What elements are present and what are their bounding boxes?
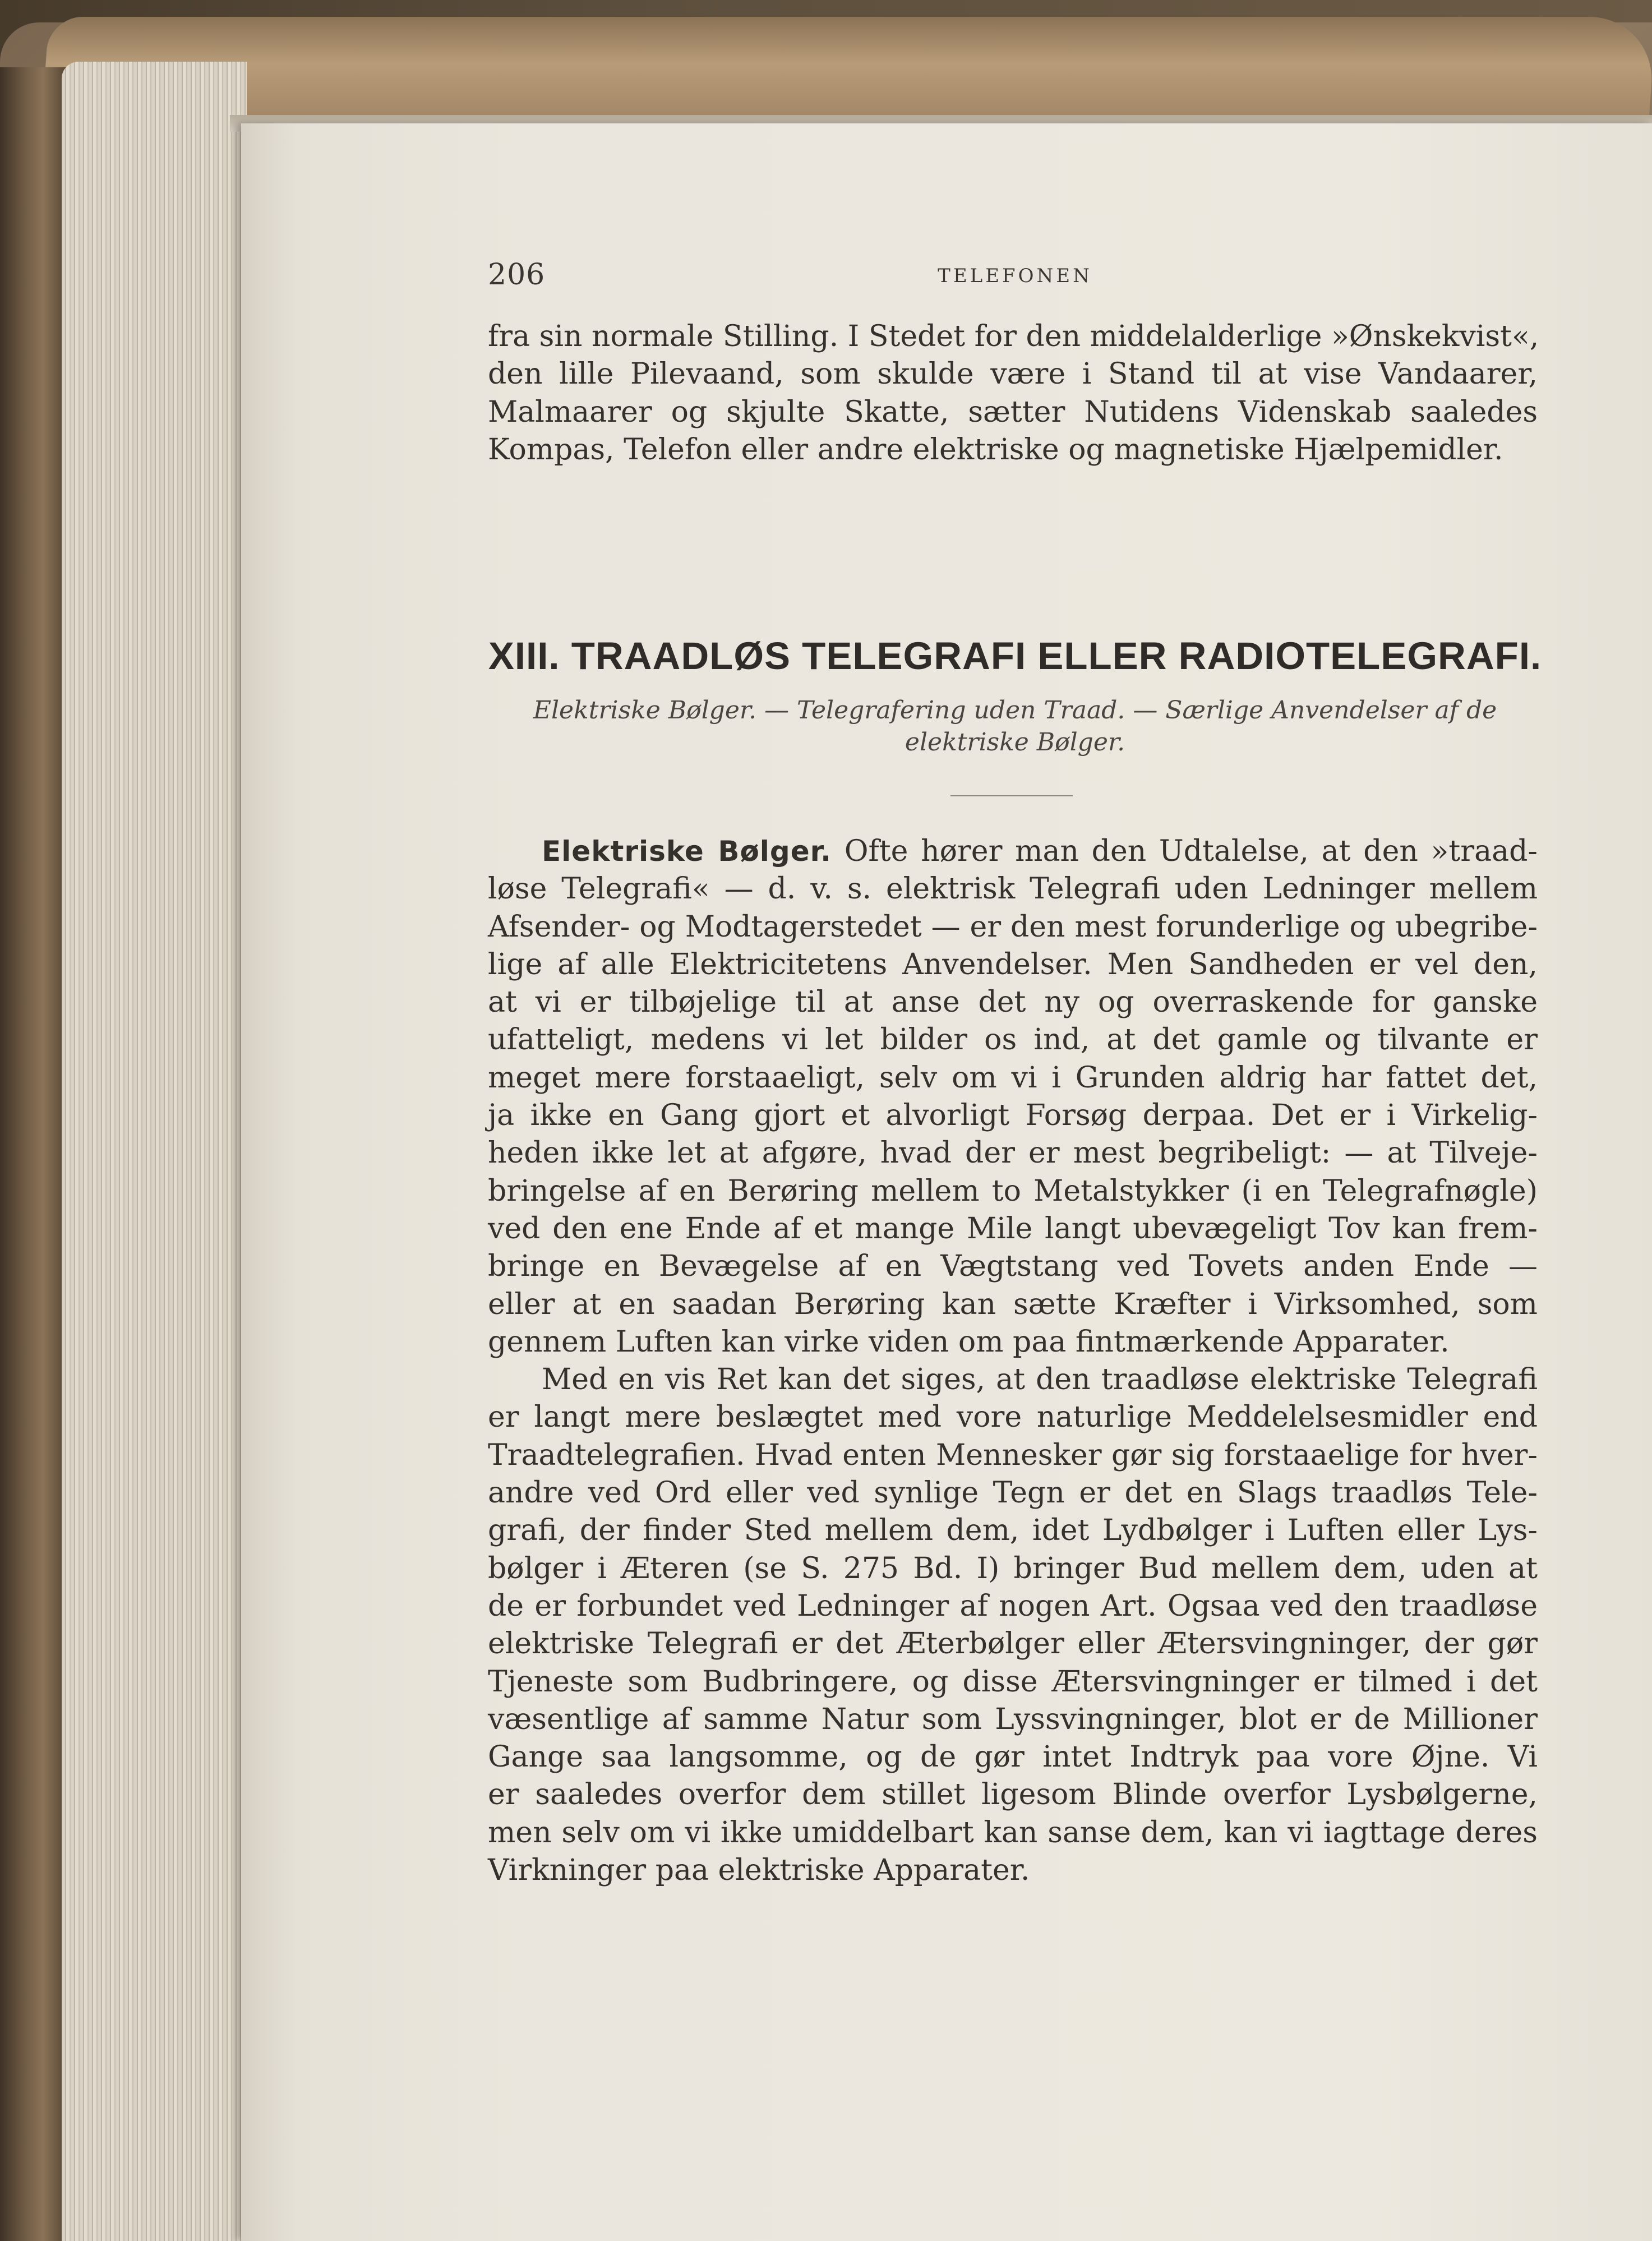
text-line: heden ikke let at afgøre, hvad der er mest begribeligt: — at Tilveje- bbox=[488, 1136, 1538, 1170]
text-line: Med en vis Ret kan det siges, at den traadløse elektriske Telegrafi bbox=[542, 1363, 1538, 1397]
chapter-title: XIII. TRAADLØS TELEGRAFI ELLER RADIOTELEGRAFI. bbox=[488, 634, 1542, 677]
text-line: bølger i Æteren (se S. 275 Bd. I) bringer Bud mellem dem, uden at bbox=[488, 1551, 1538, 1585]
section-lead-heading: Elektriske Bølger. bbox=[542, 835, 832, 868]
text-line: ved den ene Ende af et mange Mile langt ubevægeligt Tov kan frem- bbox=[488, 1211, 1538, 1246]
text-line: lige af alle Elektricitetens Anvendelser. Men Sandheden er vel den, bbox=[488, 947, 1538, 981]
text-line: Virkninger paa elektriske Apparater. bbox=[488, 1853, 1030, 1888]
text-line: fra sin normale Stilling. I Stedet for den middelalderlige »Ønskekvist«, bbox=[488, 320, 1539, 353]
text-line: er langt mere beslægtet med vore naturlige Meddelelsesmidler end bbox=[488, 1400, 1538, 1435]
text-span: Ofte hører man den Udtalelse, at den »traad- bbox=[844, 834, 1538, 868]
text-line: meget mere forstaaeligt, selv om vi i Grunden aldrig har fattet det, bbox=[488, 1060, 1538, 1095]
text-line: væsentlige af samme Natur som Lyssvingninger, blot er de Millioner bbox=[488, 1702, 1538, 1736]
text-line: eller at en saadan Berøring kan sætte Kræfter i Virksomhed, som bbox=[488, 1287, 1538, 1321]
intro-paragraph bbox=[488, 318, 1538, 469]
section-elektriske-bolger bbox=[488, 833, 1538, 1889]
text-line: grafi, der finder Sted mellem dem, idet Lydbølger i Luften eller Lys- bbox=[488, 1514, 1538, 1548]
text-line: elektriske Telegrafi er det Æterbølger eller Ætersvingninger, der gør bbox=[488, 1627, 1538, 1661]
chapter-subtitle bbox=[488, 694, 1542, 758]
text-line: er saaledes overfor dem stillet ligesom Blinde overfor Lysbølgerne, bbox=[488, 1778, 1538, 1812]
text-line: Gange saa langsomme, og de gør intet Indtryk paa vore Øjne. Vi bbox=[488, 1740, 1538, 1774]
text-line: de er forbundet ved Ledninger af nogen Art. Ogsaa ved den traadløse bbox=[488, 1589, 1538, 1623]
text-line: bringe en Bevægelse af en Vægtstang ved Tovets anden Ende — bbox=[488, 1249, 1538, 1284]
text-line bbox=[488, 833, 1538, 870]
text-line: at vi er tilbøjelige til at anse det ny og overraskende for ganske bbox=[488, 985, 1538, 1020]
chapter-subtitle-line: elektriske Bølger. bbox=[905, 728, 1125, 757]
text-line: Tjeneste som Budbringere, og disse Ætersvingninger er tilmed i det bbox=[488, 1664, 1538, 1699]
text-line: bringelse af en Berøring mellem to Metalstykker (i en Telegrafnøgle) bbox=[488, 1174, 1538, 1208]
section-divider bbox=[950, 795, 1073, 796]
chapter-subtitle-line: Elektriske Bølger. — Telegrafering uden Traad. — Særlige Anvendelser af de bbox=[533, 696, 1497, 725]
text-line: den lille Pilevaand, som skulde være i Stand til at vise Vandaarer, bbox=[488, 357, 1538, 391]
text-line: ufatteligt, medens vi let bilder os ind, at det gamle og tilvante er bbox=[488, 1023, 1538, 1057]
page-edges bbox=[62, 62, 247, 2241]
text-line: løse Telegrafi« — d. v. s. elektrisk Telegrafi uden Ledninger mellem bbox=[488, 872, 1538, 906]
text-line: Kompas, Telefon eller andre elektriske og magnetiske Hjælpemidler. bbox=[488, 432, 1503, 467]
text-line: Malmaarer og skjulte Skatte, sætter Nutidens Videnskab saaledes bbox=[488, 395, 1538, 429]
text-line: ja ikke en Gang gjort et alvorligt Forsøg derpaa. Det er i Virkelig- bbox=[488, 1099, 1538, 1133]
text-line: gennem Luften kan virke viden om paa fintmærkende Apparater. bbox=[488, 1325, 1450, 1359]
running-head bbox=[488, 258, 1542, 297]
text-line: Traadtelegrafien. Hvad enten Mennesker gør sig forstaaelige for hver- bbox=[488, 1438, 1538, 1472]
page-number: 206 bbox=[488, 258, 546, 292]
text-line: andre ved Ord eller ved synlige Tegn er det en Slags traadløs Tele- bbox=[488, 1476, 1538, 1510]
text-line: men selv om vi ikke umiddelbart kan sanse dem, kan vi iagttage deres bbox=[488, 1815, 1538, 1850]
text-line: Afsender- og Modtagerstedet — er den mest forunderlige og ubegribe- bbox=[488, 910, 1538, 944]
running-title: TELEFONEN bbox=[938, 265, 1092, 287]
